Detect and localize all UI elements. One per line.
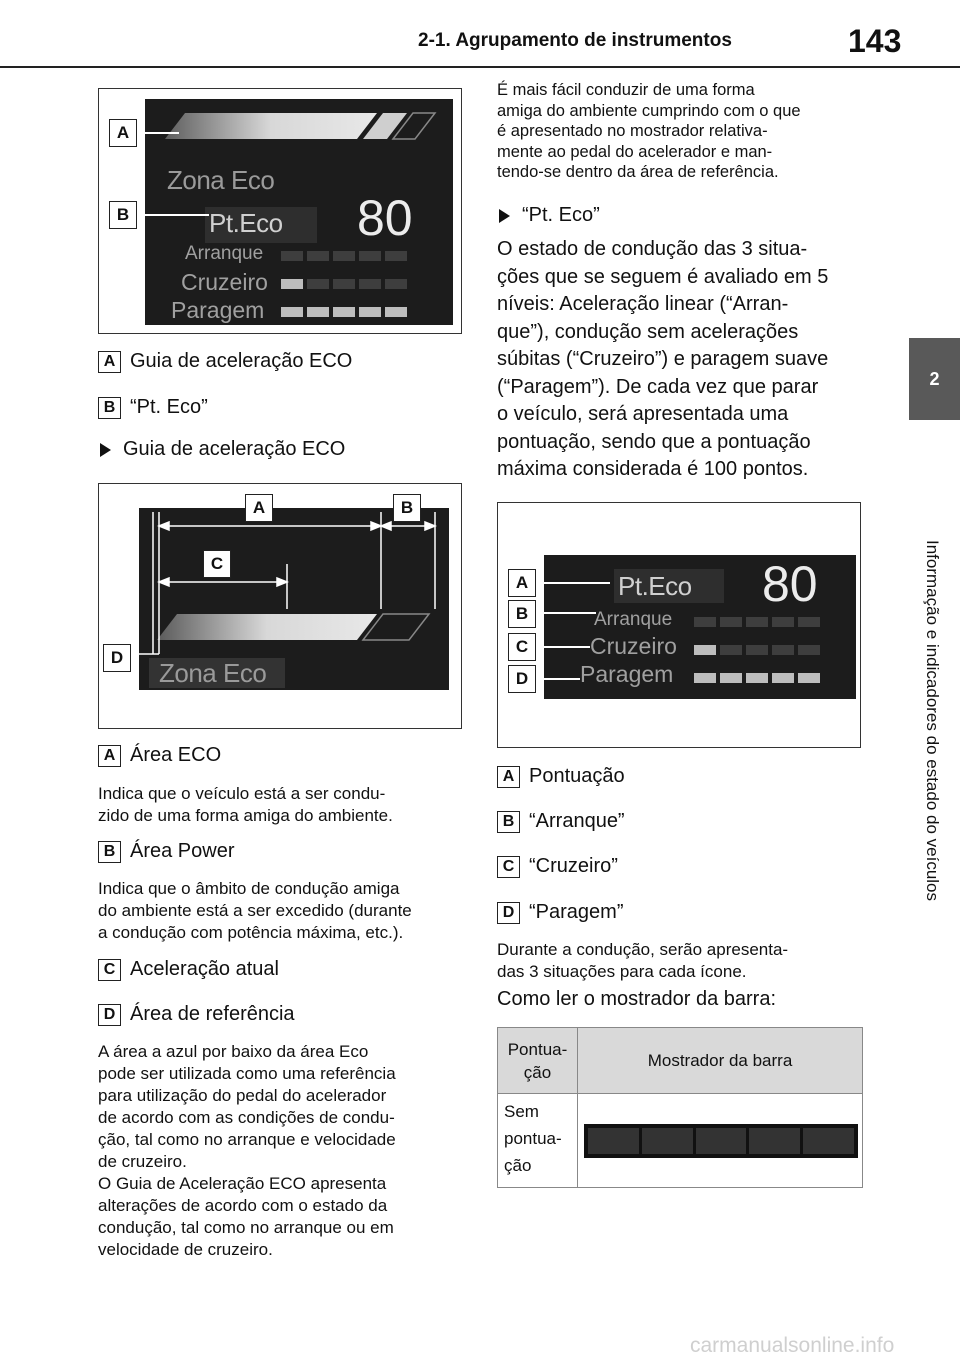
watermark: carmanualsonline.info — [690, 1334, 895, 1357]
table-header-row — [498, 1028, 863, 1094]
callout-lines — [498, 503, 862, 749]
list-item — [497, 765, 625, 788]
figure-score-display — [497, 502, 861, 748]
cell-bar — [578, 1094, 863, 1188]
list-item — [98, 840, 235, 863]
callout-label-b: B — [109, 201, 137, 229]
score-value: 80 — [762, 556, 818, 612]
item-title: Área de referência — [130, 1003, 295, 1025]
header-divider — [0, 66, 960, 68]
arrow-icon — [100, 443, 111, 457]
list-item — [98, 350, 352, 373]
callout-label-d: D — [103, 644, 131, 672]
item-text: “Arranque” — [529, 810, 625, 832]
callout-label-c: C — [203, 550, 231, 578]
row-label-paragem: Paragem — [580, 661, 674, 687]
list-item — [98, 958, 279, 981]
figure-eco-display — [98, 88, 462, 334]
tag-d: D — [98, 1004, 121, 1026]
table-intro: Como ler o mostrador da barra: — [497, 988, 777, 1010]
tag-b: B — [98, 397, 121, 419]
tag-a: A — [98, 351, 121, 373]
bar-display — [584, 1124, 858, 1158]
row-label-cruzeiro: Cruzeiro — [181, 269, 268, 295]
score-value: 80 — [357, 190, 413, 246]
tag-c: C — [98, 959, 121, 981]
item-text: Pontuação — [529, 765, 625, 787]
body-paragraph: O estado de condução das 3 situa- ções que se seguem é avaliado em 5 níveis: Aceleração linear (“Arran- que”), condução sem acelerações súbitas (“Cruzeiro”) e paragem suave (“Paragem”). De cada vez que parar o veículo, será apresentada uma pontuação, sendo que a pontuação máxima considerada é 100 pontos. — [497, 238, 829, 480]
item-description: Indica que o âmbito de condução amiga do ambiente está a ser excedido (durante a condução com potência máxima, etc.). — [98, 879, 412, 942]
callout-label-b: B — [508, 600, 536, 628]
callout-label-a: A — [508, 569, 536, 597]
tag-d: D — [497, 902, 520, 924]
item-text: “Cruzeiro” — [529, 855, 618, 877]
intro-paragraph: É mais fácil conduzir de uma forma amiga do ambiente cumprindo com o que é apresentado no mostrador relativa- mente ao pedal do acelerador e man- tendo-se dentro da área de referência. — [497, 81, 801, 181]
item-title: Área Power — [130, 840, 235, 862]
callout-lines — [99, 89, 463, 335]
row-label-arranque: Arranque — [594, 609, 673, 630]
row-label-paragem: Paragem — [171, 297, 265, 323]
arrow-icon — [499, 209, 510, 223]
bar-segment — [803, 1128, 854, 1154]
cell-score: Sem pontua- ção — [498, 1094, 578, 1188]
bar-segment — [642, 1128, 693, 1154]
arrow-heading — [499, 204, 600, 227]
tag-b: B — [98, 841, 121, 863]
callout-label-a: A — [109, 119, 137, 147]
score-label: Pt.Eco — [209, 208, 283, 238]
bar-segment — [696, 1128, 747, 1154]
item-title: Área ECO — [130, 744, 222, 766]
chapter-title: Informação e indicadores do estado do veículos — [923, 540, 942, 902]
section-title: 2-1. Agrupamento de instrumentos — [418, 30, 732, 51]
list-item — [98, 744, 221, 767]
item-text: “Pt. Eco” — [130, 396, 208, 418]
item-text: “Paragem” — [529, 901, 624, 923]
list-note: Durante a condução, serão apresenta- das 3 situações para cada ícone. — [497, 940, 789, 981]
list-item — [98, 1003, 295, 1026]
tag-c: C — [497, 856, 520, 878]
zona-eco-text: Zona Eco — [167, 165, 275, 195]
callout-label-b: B — [393, 494, 421, 522]
header-score: Pontua- ção — [498, 1028, 578, 1094]
callout-label-d: D — [508, 665, 536, 693]
callout-label-a: A — [245, 494, 273, 522]
item-text: Guia de aceleração ECO — [130, 350, 353, 372]
item-title: Aceleração atual — [130, 958, 279, 980]
arrow-heading-text: Guia de aceleração ECO — [123, 438, 346, 460]
tag-a: A — [98, 745, 121, 767]
bar-segment — [588, 1128, 639, 1154]
row-label-cruzeiro: Cruzeiro — [590, 633, 677, 659]
chapter-tab: 2 — [909, 338, 960, 420]
list-item — [497, 810, 625, 833]
item-description: A área a azul por baixo da área Eco pode ser utilizada como uma referência para utilização do pedal do acelerador de acordo com as condições de condu- ção, tal como no arranque e velocidade de cruzeiro. O Guia de Aceleração ECO apresenta alterações de acordo com o estado da condução, tal como no arranque ou em velocidade de cruzeiro. — [98, 1042, 396, 1259]
bar-display-table — [497, 1027, 863, 1188]
item-description: Indica que o veículo está a ser condu- zido de uma forma amiga do ambiente. — [98, 784, 393, 825]
figure-eco-guide — [98, 483, 462, 729]
header-bar: Mostrador da barra — [578, 1028, 863, 1094]
list-item — [98, 396, 208, 419]
page-number: 143 — [848, 23, 902, 59]
zona-eco-text: Zona Eco — [159, 658, 267, 688]
list-item — [497, 901, 623, 924]
callout-label-c: C — [508, 633, 536, 661]
arrow-heading — [100, 438, 345, 461]
table-row — [498, 1094, 863, 1188]
row-label-arranque: Arranque — [185, 243, 264, 264]
tag-b: B — [497, 811, 520, 833]
score-label: Pt.Eco — [618, 571, 692, 601]
arrow-heading-text: “Pt. Eco” — [522, 204, 600, 226]
bar-segment — [749, 1128, 800, 1154]
tag-a: A — [497, 766, 520, 788]
list-item — [497, 855, 618, 878]
